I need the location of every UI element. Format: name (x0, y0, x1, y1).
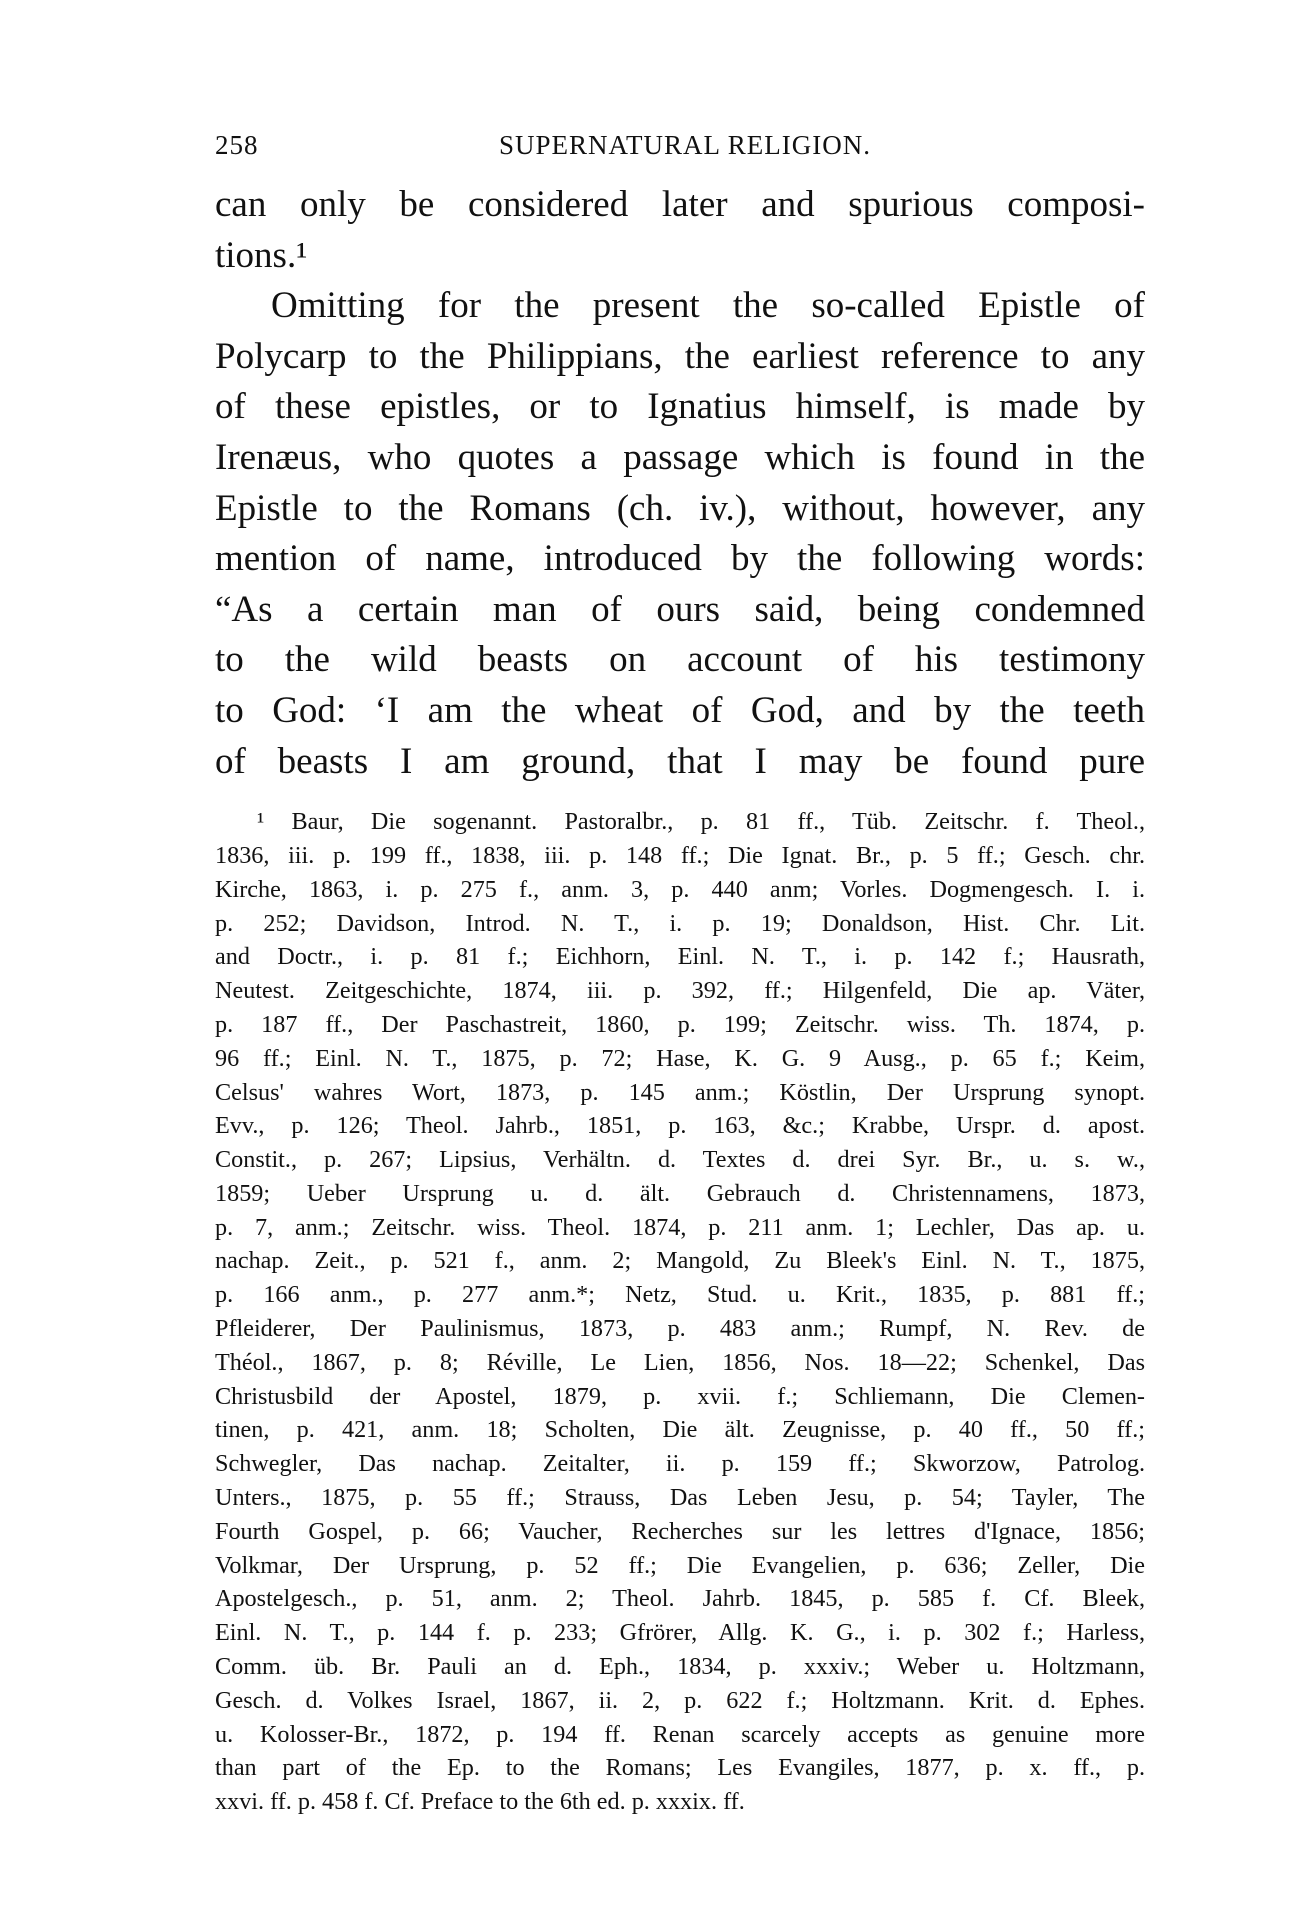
footnote-line: 1859; Ueber Ursprung u. d. ält. Gebrauch d. Christennamens, 1873, (215, 1179, 1145, 1207)
footnote-line: p. 187 ff., Der Paschastreit, 1860, p. 199; Zeitschr. wiss. Th. 1874, p. (215, 1010, 1145, 1038)
text-line: to God: ‘I am the wheat of God, and by the teeth (215, 689, 1145, 731)
footnote-line: Volkmar, Der Ursprung, p. 52 ff.; Die Evangelien, p. 636; Zeller, Die (215, 1551, 1145, 1579)
footnote-line: Celsus' wahres Wort, 1873, p. 145 anm.; Köstlin, Der Ursprung synopt. (215, 1078, 1145, 1106)
footnote-line: ¹ Baur, Die sogenannt. Pastoralbr., p. 81 ff., Tüb. Zeitschr. f. Theol., (257, 808, 1145, 836)
text-line: to the wild beasts on account of his testimony (215, 639, 1145, 681)
text-line: Epistle to the Romans (ch. iv.), without, however, any (215, 487, 1145, 529)
footnote-line: nachap. Zeit., p. 521 f., anm. 2; Mangold, Zu Bleek's Einl. N. T., 1875, (215, 1247, 1145, 1275)
footnotes (215, 805, 1145, 1819)
footnote-line: Christusbild der Apostel, 1879, p. xvii. f.; Schliemann, Die Clemen- (215, 1382, 1145, 1410)
footnote-line: Gesch. d. Volkes Israel, 1867, ii. 2, p. 622 f.; Holtzmann. Krit. d. Ephes. (215, 1686, 1145, 1714)
footnote-line: xxvi. ff. p. 458 f. Cf. Preface to the 6th ed. p. xxxix. ff. (215, 1788, 745, 1816)
text-line: Polycarp to the Philippians, the earliest reference to any (215, 335, 1145, 377)
footnote-line: 1836, iii. p. 199 ff., 1838, iii. p. 148 ff.; Die Ignat. Br., p. 5 ff.; Gesch. chr. (215, 841, 1145, 869)
footnote-line: p. 166 anm., p. 277 anm.*; Netz, Stud. u. Krit., 1835, p. 881 ff.; (215, 1281, 1145, 1309)
footnote-line: p. 252; Davidson, Introd. N. T., i. p. 19; Donaldson, Hist. Chr. Lit. (215, 909, 1145, 937)
text-line: “As a certain man of ours said, being condemned (215, 588, 1145, 630)
page-number: 258 (215, 130, 259, 160)
running-head (215, 130, 1145, 178)
text-line: can only be considered later and spurious composi- (215, 184, 1145, 225)
footnote-line: p. 7, anm.; Zeitschr. wiss. Theol. 1874, p. 211 anm. 1; Lechler, Das ap. u. (215, 1213, 1145, 1241)
footnote-line: Unters., 1875, p. 55 ff.; Strauss, Das Leben Jesu, p. 54; Tayler, The (215, 1484, 1145, 1512)
footnote-line: Schwegler, Das nachap. Zeitalter, ii. p. 159 ff.; Skworzow, Patrolog. (215, 1450, 1145, 1478)
footnote-line: Fourth Gospel, p. 66; Vaucher, Recherches sur les lettres d'Ignace, 1856; (215, 1517, 1145, 1545)
running-title: SUPERNATURAL RELIGION. (499, 130, 871, 160)
footnote-line: Apostelgesch., p. 51, anm. 2; Theol. Jahrb. 1845, p. 585 f. Cf. Bleek, (215, 1585, 1145, 1613)
footnote-line: Kirche, 1863, i. p. 275 f., anm. 3, p. 440 anm; Vorles. Dogmengesch. I. i. (215, 875, 1145, 903)
footnote-line: u. Kolosser-Br., 1872, p. 194 ff. Renan scarcely accepts as genuine more (215, 1720, 1145, 1748)
footnote-line: Comm. üb. Br. Pauli an d. Eph., 1834, p. xxxiv.; Weber u. Holtzmann, (215, 1653, 1145, 1681)
footnote-line: tinen, p. 421, anm. 18; Scholten, Die ält. Zeugnisse, p. 40 ff., 50 ff.; (215, 1416, 1145, 1444)
footnote-line: Evv., p. 126; Theol. Jahrb., 1851, p. 163, &c.; Krabbe, Urspr. d. apost. (215, 1112, 1145, 1140)
footnote-line: than part of the Ep. to the Romans; Les Evangiles, 1877, p. x. ff., p. (215, 1754, 1145, 1782)
text-line: of beasts I am ground, that I may be found pure (215, 740, 1145, 782)
book-page (215, 130, 1145, 1819)
text-line: Omitting for the present the so-called Epistle of (271, 285, 1145, 327)
footnote-line: and Doctr., i. p. 81 f.; Eichhorn, Einl. N. T., i. p. 142 f.; Hausrath, (215, 943, 1145, 971)
text-line: mention of name, introduced by the following words: (215, 538, 1145, 580)
text-line: Irenæus, who quotes a passage which is found in the (215, 436, 1145, 478)
footnote-line: 96 ff.; Einl. N. T., 1875, p. 72; Hase, K. G. 9 Ausg., p. 65 f.; Keim, (215, 1044, 1145, 1072)
footnote-line: Neutest. Zeitgeschichte, 1874, iii. p. 392, ff.; Hilgenfeld, Die ap. Väter, (215, 977, 1145, 1005)
footnote-line: Constit., p. 267; Lipsius, Verhältn. d. Textes d. drei Syr. Br., u. s. w., (215, 1146, 1145, 1174)
footnote-line: Théol., 1867, p. 8; Réville, Le Lien, 1856, Nos. 18—22; Schenkel, Das (215, 1348, 1145, 1376)
footnote-line: Einl. N. T., p. 144 f. p. 233; Gfrörer, Allg. K. G., i. p. 302 f.; Harless, (215, 1619, 1145, 1647)
text-line: tions.¹ (215, 234, 308, 276)
text-line: of these epistles, or to Ignatius himself, is made by (215, 386, 1145, 428)
main-text (215, 180, 1145, 787)
footnote-line: Pfleiderer, Der Paulinismus, 1873, p. 483 anm.; Rumpf, N. Rev. de (215, 1315, 1145, 1343)
